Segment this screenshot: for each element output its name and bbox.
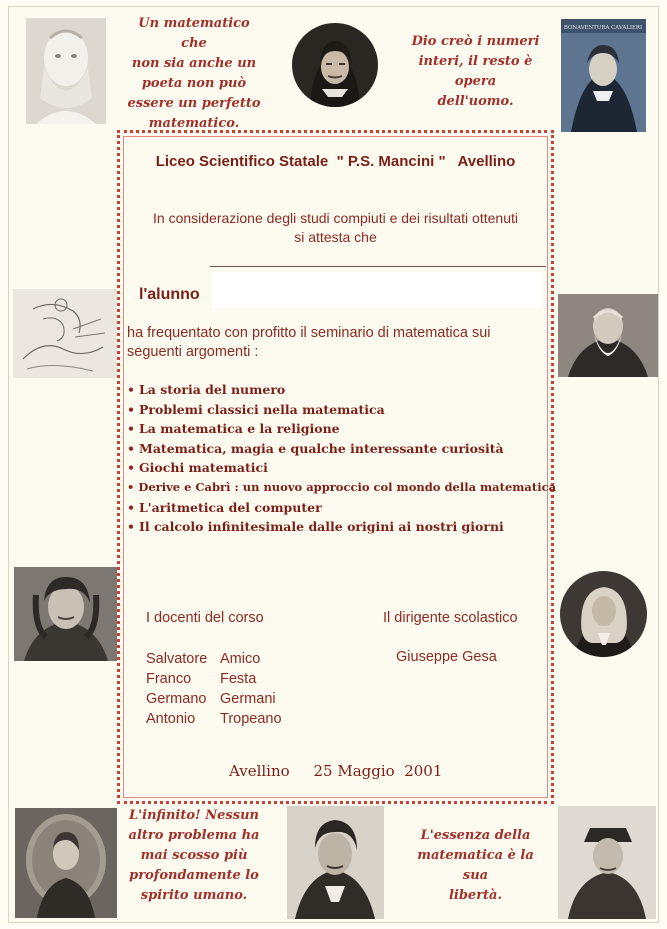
teacher-first-name: Salvatore [146,651,208,667]
portrait-bottom-left [15,808,117,918]
principal-name: Giuseppe Gesa [396,649,497,665]
topics-list [127,380,557,537]
list-item [127,498,557,518]
portrait-galileo [558,294,658,377]
topic-text: Matematica, magia e qualche interessante curiosità [139,440,504,456]
quote-top-right: Dio creò i numeri interi, il resto è opera dell'uomo. [411,34,540,109]
student-name-field[interactable] [212,272,543,308]
topic-text: L'aritmetica del computer [139,499,322,515]
list-item [127,517,557,537]
list-item [127,458,557,478]
teacher-last-name: Germani [220,691,276,707]
topic-text: Il calcolo infinitesimale dalle origini ai nostri giorni [139,519,504,535]
place-and-date: Avellino 25 Maggio 2001 [229,762,443,780]
principal-label: Il dirigente scolastico [383,610,518,626]
bullet-icon: • [127,382,135,397]
list-item [127,400,557,420]
portrait-engraving-left [14,567,117,661]
teacher-row [146,689,282,709]
list-item [127,478,557,498]
topic-text: La matematica e la religione [139,421,340,437]
portrait-newton [560,571,647,657]
portrait-bottom-center [287,806,384,919]
teacher-last-name: Festa [220,671,257,687]
name-underline [210,266,546,267]
school-name: Liceo Scientifico Statale " P.S. Mancini " Avellino [155,153,516,170]
teachers-label: I docenti del corso [146,610,264,626]
teachers-list [146,649,282,729]
portrait-caption-text: BONAVENTURA CAVALIERI [563,25,643,31]
teacher-last-name: Tropeano [220,711,282,727]
bullet-icon: • [127,440,135,456]
topic-text: La storia del numero [139,382,286,397]
teacher-first-name: Antonio [146,711,196,727]
list-item [127,439,557,459]
topic-text: Giochi matematici [139,460,268,476]
bullet-icon: • [127,460,135,476]
teacher-first-name: Franco [146,671,192,687]
intro-line-2: si attesta che [294,229,377,245]
list-item [127,380,557,400]
bullet-icon: • [127,401,135,417]
portrait-cavalieri [561,19,646,132]
certificate-intro [117,209,554,247]
teacher-row [146,709,282,729]
teacher-row [146,649,282,669]
portrait-bottom-right [558,806,656,919]
teacher-row [146,669,282,689]
quote-bottom-left: L'infinito! Nessun altro problema ha mai scosso più profondamente lo spirito umano. [128,808,260,903]
bullet-icon: • [127,421,135,437]
quote-bottom-right: L'essenza della matematica è la sua libertà. [417,828,534,903]
teacher-last-name: Amico [220,651,261,667]
portrait-bust-top-left [26,18,106,124]
student-label: l'alunno [139,286,200,303]
list-item [127,419,557,439]
attendance-statement: ha frequentato con profitto il seminario di matematica sui seguenti argomenti : [127,325,491,360]
topic-text: Derive e Cabrì : un nuovo approccio col mondo della matematica [138,479,557,494]
bullet-icon: • [127,479,135,494]
teacher-first-name: Germano [146,691,207,707]
portrait-descartes [292,23,378,107]
topic-text: Problemi classici nella matematica [139,401,385,417]
portrait-sketch-left [13,289,117,378]
bullet-icon: • [127,519,135,535]
intro-line-1: In considerazione degli studi compiuti e dei risultati ottenuti [153,210,518,226]
quote-top-left: Un matematico che non sia anche un poeta non può essere un perfetto matematico. [127,16,261,131]
bullet-icon: • [127,499,135,515]
